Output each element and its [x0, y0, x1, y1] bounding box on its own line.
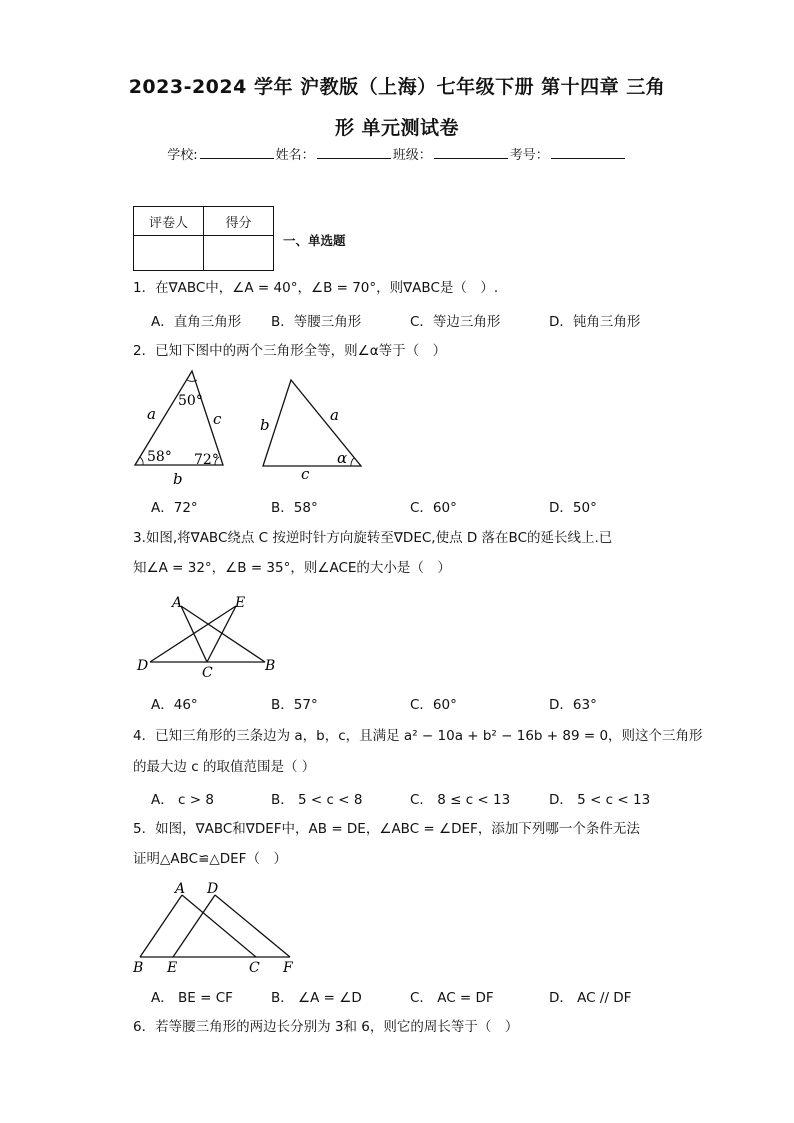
- q5-label-B: B: [133, 960, 144, 976]
- q2-option-a: A．72°: [151, 500, 198, 516]
- page-title-line2: 形 单元测试卷: [334, 117, 460, 139]
- question-4-stem-line1: 4．已知三角形的三条边为 a，b，c，且满足 a² − 10a + b² − 16b + 89 = 0，则这个三角形: [133, 728, 703, 744]
- exam-no-label: 考号：: [509, 148, 549, 163]
- score-table: [133, 206, 274, 271]
- q3-label-B: B: [265, 658, 276, 674]
- q4-option-c: C． 8 ≤ c < 13: [410, 792, 511, 808]
- q2-label-b-left: b: [173, 470, 183, 488]
- q5-figure: [128, 877, 303, 977]
- question-3-stem-line1: 3.如图,将∇ABC绕点 C 按逆时针方向旋转至∇DEC,使点 D 落在BC的延长线上.已: [133, 530, 613, 546]
- q4-option-a: A． c > 8: [151, 792, 214, 808]
- reviewer-header: 评卷人: [134, 207, 204, 236]
- question-3-stem-line2: 知∠A = 32°，∠B = 35°，则∠ACE的大小是（ ）: [133, 560, 451, 576]
- question-2-stem: 2．已知下图中的两个三角形全等，则∠α等于（ ）: [133, 343, 447, 359]
- q1-option-c: C．等边三角形: [410, 314, 501, 330]
- q2-option-d: D．50°: [549, 500, 597, 516]
- name-blank: [317, 146, 391, 159]
- q2-label-alpha: α: [337, 449, 348, 467]
- q5-label-D: D: [207, 881, 219, 897]
- q1-option-a: A．直角三角形: [151, 314, 242, 330]
- q3-label-E: E: [235, 595, 246, 611]
- school-blank: [200, 146, 274, 159]
- q2-label-b-right: b: [260, 416, 270, 434]
- q3-figure: [132, 592, 282, 680]
- q3-option-a: A．46°: [151, 697, 198, 713]
- q5-label-F: F: [283, 960, 293, 976]
- q3-option-c: C．60°: [410, 697, 457, 713]
- question-5-stem-line2: 证明△ABC≌△DEF（ ）: [133, 851, 287, 867]
- q2-label-c-right: c: [301, 465, 310, 483]
- page-title-line1: 2023-2024 学年 沪教版（上海）七年级下册 第十四章 三角: [128, 76, 666, 98]
- q2-option-b: B．58°: [271, 500, 318, 516]
- question-4-stem-line2: 的最大边 c 的取值范围是（ ）: [133, 759, 316, 775]
- class-blank: [434, 146, 508, 159]
- q1-option-d: D．钝角三角形: [549, 314, 641, 330]
- class-label: 班级：: [392, 148, 432, 163]
- school-label: 学校:: [167, 148, 198, 163]
- q3-option-d: D．63°: [549, 697, 597, 713]
- q3-label-D: D: [137, 658, 149, 674]
- q5-label-C: C: [249, 960, 260, 976]
- q2-figure: [125, 366, 375, 492]
- score-header: 得分: [204, 207, 274, 236]
- q3-label-A: A: [172, 595, 183, 611]
- q4-option-b: B． 5 < c < 8: [271, 792, 363, 808]
- exam-no-blank: [551, 146, 625, 159]
- q2-label-a-right: a: [330, 406, 339, 424]
- name-label: 姓名：: [275, 148, 315, 163]
- q1-option-b: B．等腰三角形: [271, 314, 362, 330]
- q5-option-d: D． AC // DF: [549, 990, 632, 1006]
- question-6-stem: 6．若等腰三角形的两边长分别为 3和 6，则它的周长等于（ ）: [133, 1019, 519, 1035]
- question-1-stem: 1．在∇ABC中，∠A = 40°，∠B = 70°，则∇ABC是（ ）.: [133, 280, 499, 296]
- q2-option-c: C．60°: [410, 500, 457, 516]
- q2-angle-72: 72°: [194, 452, 219, 468]
- q5-option-a: A． BE = CF: [151, 990, 233, 1006]
- q2-angle-58: 58°: [147, 449, 172, 465]
- q5-option-b: B． ∠A = ∠D: [271, 990, 362, 1006]
- q2-angle-50: 50°: [178, 393, 203, 409]
- student-info-line: [0, 144, 794, 163]
- q5-option-c: C． AC = DF: [410, 990, 494, 1006]
- reviewer-cell: [134, 236, 204, 271]
- q5-label-E: E: [167, 960, 178, 976]
- q2-label-a-left: a: [147, 405, 156, 423]
- question-5-stem-line1: 5．如图，∇ABC和∇DEF中，AB = DE，∠ABC = ∠DEF，添加下列哪一个条件无法: [133, 821, 640, 837]
- q2-label-c-left: c: [213, 410, 222, 428]
- q5-label-A: A: [175, 881, 186, 897]
- q3-label-C: C: [202, 665, 213, 680]
- score-cell: [204, 236, 274, 271]
- q4-option-d: D． 5 < c < 13: [549, 792, 651, 808]
- q3-option-b: B．57°: [271, 697, 318, 713]
- section-heading: 一、单选题: [283, 233, 346, 248]
